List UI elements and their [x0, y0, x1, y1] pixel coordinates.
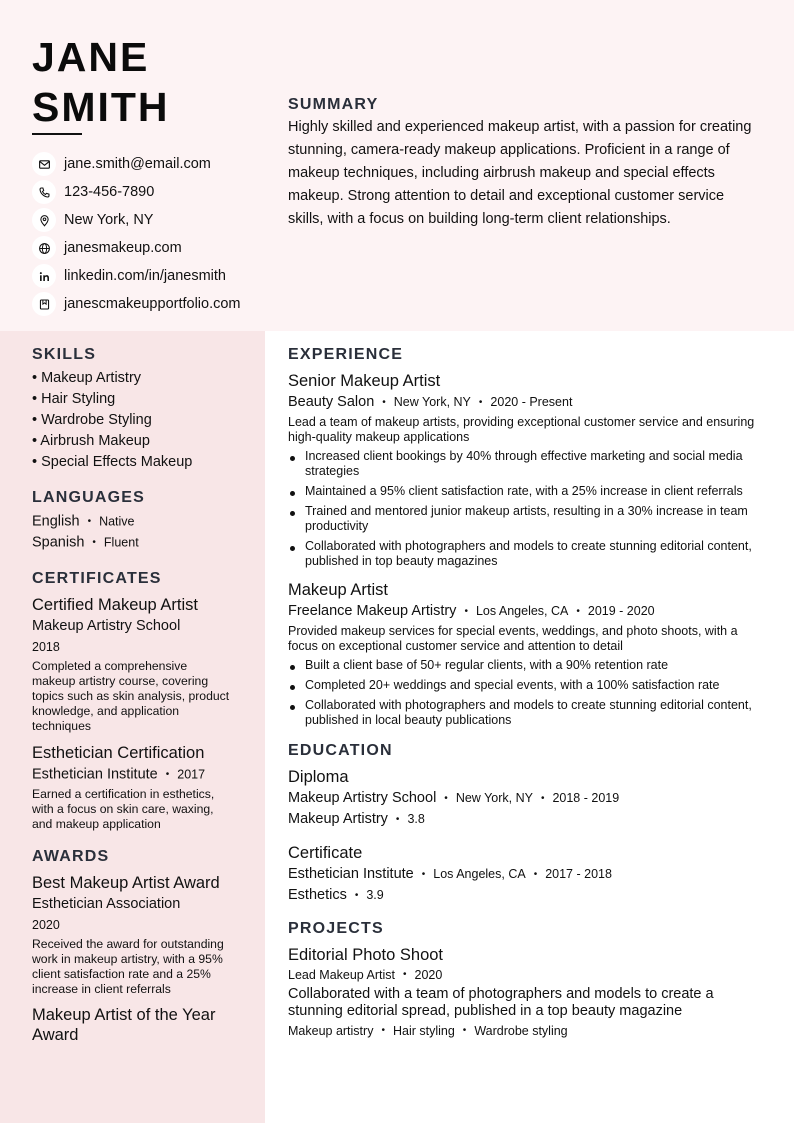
project-desc: Collaborated with a team of photographers and models to create a stunning editorial spread, published in a top beauty magazine [288, 986, 714, 1019]
job-item [288, 370, 768, 569]
separator-dot: • [478, 397, 483, 408]
certificate-item [32, 742, 232, 832]
separator-dot: • [87, 516, 92, 527]
mail-icon [32, 152, 56, 176]
skills-heading: SKILLS [32, 346, 97, 363]
experience-heading: EXPERIENCE [288, 346, 404, 363]
education-location: New York, NY [455, 791, 533, 805]
job-desc: Lead a team of makeup artists, providing exceptional customer service and ensuring high-quality makeup applications [288, 415, 755, 444]
job-item [288, 579, 768, 728]
summary-section [288, 96, 758, 231]
main-content [288, 346, 768, 1042]
education-dates: 2017 - 2018 [545, 867, 612, 881]
education-school: Esthetician Institute [288, 866, 414, 882]
project-title: Editorial Photo Shoot [288, 946, 444, 964]
job-bullets [288, 658, 768, 728]
separator-dot: • [462, 1025, 467, 1036]
certificate-year: 2018 [32, 639, 60, 654]
separator-dot: • [533, 869, 538, 880]
education-field: Makeup Artistry [288, 811, 388, 827]
project-item [288, 944, 768, 1042]
education-dates: 2018 - 2019 [552, 791, 620, 805]
projects-section [288, 920, 768, 1042]
job-company: Freelance Makeup Artistry [288, 603, 457, 619]
list-item: • Makeup Artistry [32, 370, 142, 386]
contact-location [32, 206, 241, 234]
languages-heading: LANGUAGES [32, 489, 146, 506]
education-location: Los Angeles, CA [433, 867, 526, 881]
award-org: Esthetician Association [32, 895, 181, 912]
separator-dot: • [444, 793, 448, 804]
job-dates: 2020 - Present [490, 395, 573, 409]
sidebar-content [32, 346, 232, 1061]
projects-heading: PROJECTS [288, 920, 384, 937]
language-level: Native [99, 514, 135, 529]
contact-email[interactable] [32, 150, 241, 178]
contact-website[interactable] [32, 234, 241, 262]
name-divider [32, 133, 82, 135]
list-item: • Special Effects Makeup [32, 454, 193, 470]
award-item [32, 1005, 232, 1045]
job-location: New York, NY [393, 395, 471, 409]
contact-linkedin-text: linkedin.com/in/janesmith [64, 268, 226, 284]
candidate-name [32, 32, 170, 132]
award-year: 2020 [32, 917, 60, 932]
name-line-2: SMITH [32, 84, 170, 130]
education-degree: Certificate [288, 844, 363, 862]
list-item: Collaborated with photographers and models to create stunning editorial content, published in local beauty publications [288, 698, 768, 728]
list-item: Increased client bookings by 40% through effective marketing and social media strategies [288, 449, 768, 479]
job-company: Beauty Salon [288, 394, 375, 410]
contact-portfolio-text: janescmakeupportfolio.com [64, 296, 241, 312]
list-item: • Wardrobe Styling [32, 412, 152, 428]
separator-dot: • [403, 969, 407, 980]
languages-section [32, 489, 232, 554]
education-meta [288, 864, 768, 885]
project-meta [288, 966, 768, 984]
contact-phone[interactable] [32, 178, 241, 206]
contact-email-text: jane.smith@email.com [64, 156, 211, 172]
award-title: Best Makeup Artist Award [32, 873, 220, 892]
project-tag: Wardrobe styling [474, 1024, 568, 1038]
portfolio-icon [32, 292, 56, 316]
education-heading: EDUCATION [288, 742, 393, 759]
project-tag: Makeup artistry [288, 1024, 374, 1038]
summary-heading: SUMMARY [288, 96, 379, 113]
project-year: 2020 [414, 968, 443, 982]
education-field-meta [288, 809, 768, 830]
contact-phone-text: 123-456-7890 [64, 184, 155, 200]
separator-dot: • [92, 537, 96, 549]
globe-icon [32, 236, 56, 260]
education-item [288, 766, 768, 830]
separator-dot: • [382, 397, 386, 408]
contact-list [32, 150, 241, 318]
linkedin-icon [32, 264, 56, 288]
summary-text: Highly skilled and experienced makeup artist, with a passion for creating stunning, camera-ready makeup applications. Proficient in a range of makeup techniques, including airbrush makeup and special effects makeup. Strong attention to detail and exceptional customer service skills, with a focus on building long-term client relationships. [288, 119, 752, 227]
language-name: English [32, 513, 80, 530]
award-item [32, 872, 232, 997]
language-item [32, 511, 232, 532]
phone-icon [32, 180, 56, 204]
project-role: Lead Makeup Artist [288, 968, 396, 982]
skills-list [32, 368, 232, 473]
job-location: Los Angeles, CA [475, 604, 569, 618]
education-field-meta [288, 885, 768, 906]
certificate-org: Makeup Artistry School [32, 617, 181, 634]
separator-dot: • [354, 890, 359, 901]
award-desc: Received the award for outstanding work in makeup artistry, with a 95% client satisfaction rate and a 25% increase in client referrals [32, 936, 224, 996]
contact-portfolio[interactable] [32, 290, 241, 318]
list-item: Collaborated with photographers and models to create stunning editorial content, published in top beauty magazines [288, 539, 768, 569]
separator-dot: • [395, 814, 400, 825]
language-level: Fluent [103, 535, 139, 550]
list-item: Trained and mentored junior makeup artists, resulting in a 30% increase in team productivity [288, 504, 768, 534]
list-item: Maintained a 95% client satisfaction rate, with a 25% increase in client referrals [288, 484, 768, 499]
separator-dot: • [540, 793, 545, 804]
certificate-title: Esthetician Certification [32, 743, 205, 762]
education-field: Esthetics [288, 887, 347, 903]
list-item: Built a client base of 50+ regular clients, with a 90% retention rate [288, 658, 768, 673]
experience-section [288, 346, 768, 728]
separator-dot: • [576, 606, 580, 617]
separator-dot: • [381, 1025, 385, 1036]
awards-heading: AWARDS [32, 847, 110, 865]
list-item: Completed 20+ weddings and special events, with a 100% satisfaction rate [288, 678, 768, 693]
job-desc: Provided makeup services for special events, weddings, and photo shoots, with a focus on exceptional customer service and attention to detail [288, 624, 738, 653]
separator-dot: • [421, 869, 426, 880]
certificate-item [32, 594, 232, 734]
name-line-1: JANE [32, 34, 150, 80]
education-gpa: 3.8 [407, 812, 425, 826]
certificates-section [32, 570, 232, 832]
education-gpa: 3.9 [366, 888, 384, 902]
contact-website-text: janesmakeup.com [64, 240, 182, 256]
education-degree: Diploma [288, 768, 349, 786]
project-tag: Hair styling [392, 1024, 455, 1038]
job-title: Senior Makeup Artist [288, 372, 441, 390]
contact-location-text: New York, NY [64, 212, 154, 228]
separator-dot: • [165, 768, 170, 780]
certificate-org: Esthetician Institute [32, 765, 158, 782]
job-meta [288, 392, 768, 413]
education-meta [288, 788, 768, 809]
certificate-desc: Earned a certification in esthetics, with a focus on skin care, waxing, and makeup application [32, 786, 215, 831]
job-meta [288, 601, 768, 622]
job-bullets [288, 449, 768, 569]
skills-section [32, 346, 232, 473]
education-item [288, 842, 768, 906]
certificate-year: 2017 [177, 766, 206, 781]
education-school: Makeup Artistry School [288, 790, 437, 806]
list-item: • Airbrush Makeup [32, 433, 150, 449]
awards-section [32, 848, 232, 1045]
location-pin-icon [32, 208, 56, 232]
language-item [32, 532, 232, 553]
certificate-org-year [32, 764, 232, 785]
certificate-desc: Completed a comprehensive makeup artistry course, covering topics such as skin analysis, product knowledge, and application techniques [32, 658, 230, 733]
separator-dot: • [464, 606, 468, 617]
education-section [288, 742, 768, 906]
job-title: Makeup Artist [288, 581, 388, 599]
job-dates: 2019 - 2020 [587, 604, 655, 618]
contact-linkedin[interactable] [32, 262, 241, 290]
language-name: Spanish [32, 534, 85, 551]
certificates-heading: CERTIFICATES [32, 569, 162, 587]
award-title: Makeup Artist of the Year Award [32, 1005, 216, 1044]
certificate-title: Certified Makeup Artist [32, 595, 198, 614]
list-item: • Hair Styling [32, 391, 116, 407]
project-tags [288, 1020, 768, 1042]
